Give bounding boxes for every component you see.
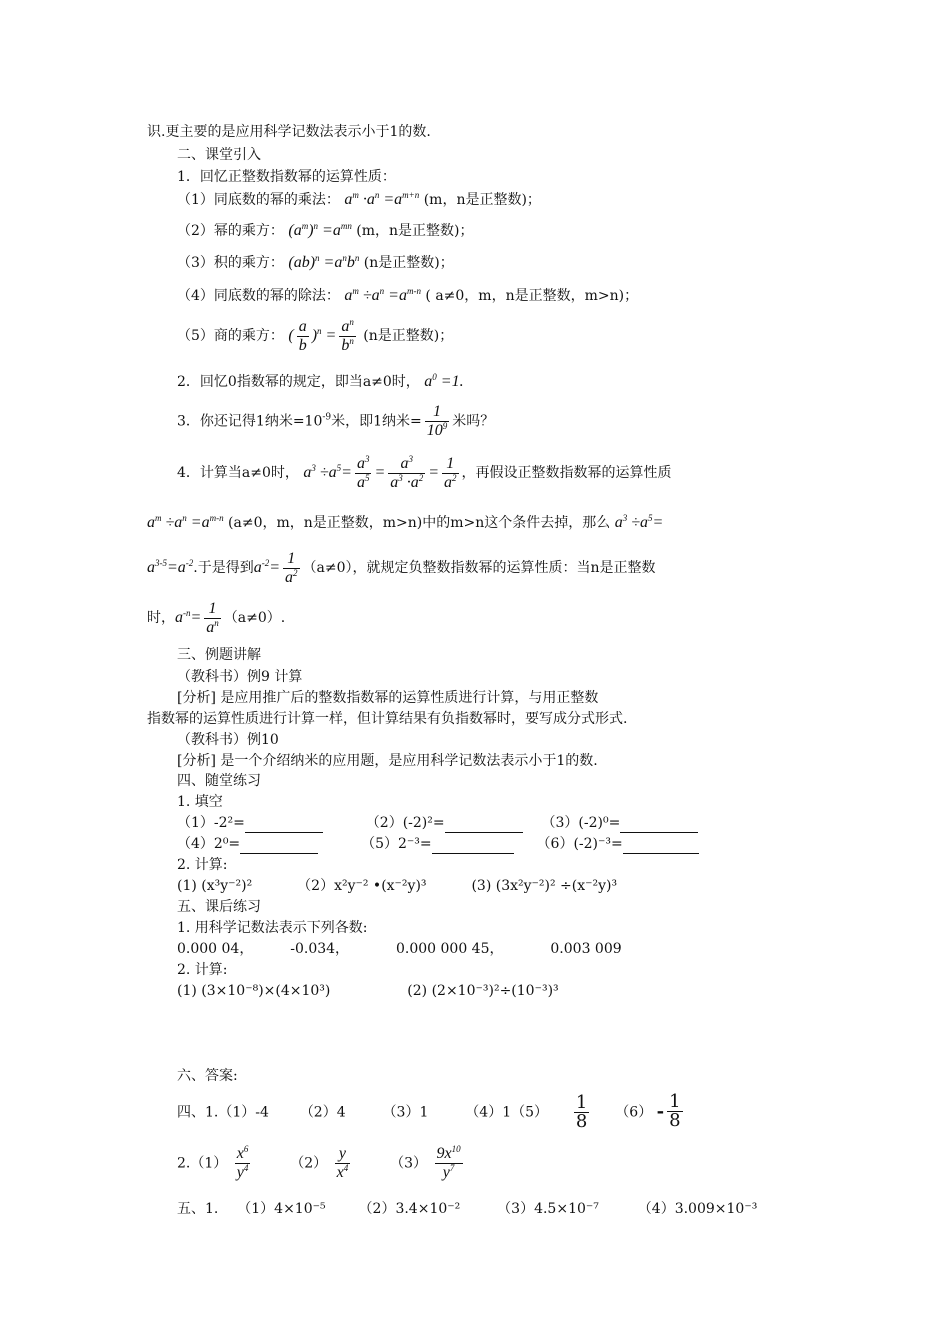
- answer-item: 四、1.（1）-4: [177, 1104, 269, 1121]
- calc-text: （a≠0），就规定负整数指数幂的运算性质：当n是正整数: [302, 560, 656, 577]
- property-note: (n是正整数)；: [363, 255, 454, 271]
- answer-item: （4）3.009×10⁻³: [637, 1201, 758, 1217]
- fill-row-2: [177, 835, 699, 854]
- answer-blank[interactable]: [620, 814, 698, 833]
- formula: $(a^m)^n =a^{mn}$: [288, 221, 352, 239]
- answers-row-1: [177, 1093, 686, 1131]
- fraction-answer: $\frac{1}{8}$: [575, 1092, 588, 1132]
- nano-exp: -9: [322, 412, 332, 423]
- formula: $a^3 \div a^5=$: [614, 513, 664, 531]
- calc-item: (3) (3x²y⁻²)² ÷(x⁻²y)³: [471, 878, 618, 894]
- number-item: 0.000 04，: [177, 941, 254, 957]
- calc-text: (a≠0，m，n是正整数，m>n)中的m>n这个条件去掉，那么: [228, 515, 611, 531]
- calc-line-1: [177, 455, 672, 492]
- calc-line-2: [147, 514, 663, 532]
- formula: $(ab)^n =a^nb^n$: [288, 253, 360, 271]
- section-heading: 五、课后练习: [177, 899, 261, 915]
- property-note: (n是正整数)；: [363, 328, 454, 345]
- fill-item: （6）(-2)⁻³=: [536, 836, 623, 852]
- property-label: （5）商的乘方：: [177, 328, 284, 345]
- calc-item: (1) (x³y⁻²)²: [177, 878, 253, 894]
- answer-item: （3）4.5×10⁻⁷: [497, 1201, 599, 1217]
- fill-item: （2）(-2)²=: [365, 815, 445, 831]
- answer-blank[interactable]: [623, 835, 699, 854]
- answer-item: （3）: [390, 1155, 428, 1172]
- section-heading: 六、答案:: [177, 1068, 238, 1084]
- calc-title: 2. 计算:: [177, 857, 228, 873]
- exercise-2: 2. 计算:: [177, 962, 228, 978]
- fraction-answer: $\frac{x^6}{y^4}$: [236, 1144, 249, 1181]
- calc-text: .于是得到: [193, 560, 254, 577]
- number-item: 0.000 000 45，: [395, 941, 504, 957]
- analysis-10: [分析] 是一个介绍纳米的应用题，是应用科学记数法表示小于1的数.: [177, 753, 598, 769]
- example-9: （教科书）例9 计算: [177, 669, 303, 685]
- formula: $a^m \div a^n =a^{m-n}$: [344, 286, 421, 304]
- nanometer-line: [177, 403, 494, 440]
- calc-text: （a≠0）.: [223, 610, 286, 627]
- zero-text: 2．回忆0指数幂的规定，即当a≠0时，: [177, 374, 420, 390]
- section-heading: 三、例题讲解: [177, 647, 261, 663]
- recall-title: 1．回忆正整数指数幂的运算性质：: [177, 169, 396, 185]
- calc-text: 时，: [147, 610, 175, 627]
- fraction-answer: $\frac{9x^{10}}{y^7}$: [436, 1144, 461, 1181]
- answer-item: （2）4: [299, 1104, 346, 1121]
- answer-item: （3）1: [382, 1104, 429, 1121]
- fraction-answer: - $\frac{1}{8}$: [656, 1091, 681, 1131]
- answers-row-2: [177, 1145, 466, 1182]
- intro-line: 识.更主要的是应用科学记数法表示小于1的数.: [147, 124, 431, 140]
- formula: $a^m \cdot a^n =a^{m+n}$: [344, 190, 420, 208]
- property-label: （3）积的乘方：: [177, 255, 284, 271]
- fraction-answer: $\frac{y}{x^4}$: [336, 1145, 349, 1181]
- formula: $a^0 =1$.: [424, 372, 464, 390]
- answers-row-3: [177, 1200, 757, 1218]
- fraction: $\frac{1}{10^9}$: [426, 403, 448, 439]
- expression-row: [177, 982, 559, 1000]
- section-heading: 二、课堂引入: [177, 147, 261, 163]
- answer-blank[interactable]: [240, 835, 318, 854]
- fill-item: （5）2⁻³=: [361, 836, 432, 852]
- formula: $a^{-2}=$ $\frac{1}{a^2}$: [253, 550, 298, 586]
- property-note: (m，n是正整数)；: [356, 223, 474, 239]
- analysis-9-cont: 指数幂的运算性质进行计算一样，但计算结果有负指数幂时，要写成分式形式.: [147, 711, 628, 727]
- calc-text: 4．计算当a≠0时，: [177, 465, 299, 482]
- nano-text: 3．你还记得1纳米=10: [177, 413, 323, 430]
- expression-item: (1) (3×10⁻⁸)×(4×10³): [177, 983, 331, 999]
- answer-item: （4）1（5）: [465, 1104, 549, 1121]
- property-3: [177, 254, 454, 272]
- formula: $a^{3-5}=a^{-2}$: [147, 558, 194, 577]
- fill-item: （1）-2²=: [177, 815, 245, 831]
- calc-line-4: [147, 600, 285, 637]
- number-item: -0.034，: [290, 941, 350, 957]
- answer-blank[interactable]: [445, 814, 523, 833]
- fill-item: （4）2⁰=: [177, 836, 241, 852]
- exercise-1: 1. 用科学记数法表示下列各数:: [177, 920, 368, 936]
- number-item: 0.003 009: [550, 941, 622, 957]
- zero-exponent-line: [177, 373, 464, 391]
- property-label: （2）幂的乘方：: [177, 223, 284, 239]
- calc-line-3: [147, 550, 656, 587]
- answer-item: 2.（1）: [177, 1155, 228, 1172]
- calc-row: [177, 877, 617, 895]
- property-note: ( a≠0，m，n是正整数，m>n)；: [425, 288, 639, 304]
- fill-title: 1. 填空: [177, 794, 223, 810]
- answer-blank[interactable]: [432, 835, 514, 854]
- section-heading: 四、随堂练习: [177, 773, 261, 789]
- analysis-9: [分析] 是应用推广后的整数指数幂的运算性质进行计算，与用正整数: [177, 690, 599, 706]
- answer-item: （2）3.4×10⁻²: [358, 1201, 461, 1217]
- property-label: （4）同底数的幂的除法：: [177, 288, 340, 304]
- nano-text-mid: 米，即1纳米=: [331, 413, 422, 430]
- formula: $a^3 \div a^5=$ $\frac{a^3}{a^5}$ = $\frac{a^3}{a^3 \cdot a^2}$ = $\frac{1}{a^2}$: [303, 454, 457, 491]
- property-note: (m，n是正整数)；: [423, 192, 541, 208]
- fill-item: （3）(-2)⁰=: [541, 815, 621, 831]
- answer-item: （1）4×10⁻⁵: [237, 1201, 326, 1217]
- example-10: （教科书）例10: [177, 732, 279, 748]
- property-label: （1）同底数的幂的乘法：: [177, 192, 340, 208]
- formula: $a^m \div a^n =a^{m-n}$: [147, 513, 224, 531]
- formula: $a^{-n}=$ $\frac{1}{a^n}$: [175, 600, 219, 636]
- numbers-row: [177, 940, 622, 958]
- answer-item: （2）: [290, 1155, 328, 1172]
- nano-text-after: 米吗？: [452, 413, 495, 430]
- calc-text: ，再假设正整数指数幂的运算性质: [461, 465, 672, 482]
- expression-item: (2) (2×10⁻³)²÷(10⁻³)³: [407, 983, 559, 999]
- property-4: [177, 287, 638, 305]
- formula: ( $\frac{a}{b}$ )$^n$ = $\frac{a^n}{b^n}$: [288, 317, 354, 354]
- answer-item: （6）: [615, 1104, 653, 1121]
- property-1: [177, 191, 541, 209]
- answer-item: 五、1.: [177, 1201, 219, 1217]
- answer-blank[interactable]: [245, 814, 323, 833]
- calc-item: （2）x²y⁻² •(x⁻²y)³: [297, 878, 427, 894]
- property-2: [177, 222, 474, 240]
- property-5: [177, 318, 453, 355]
- fill-row-1: [177, 814, 698, 833]
